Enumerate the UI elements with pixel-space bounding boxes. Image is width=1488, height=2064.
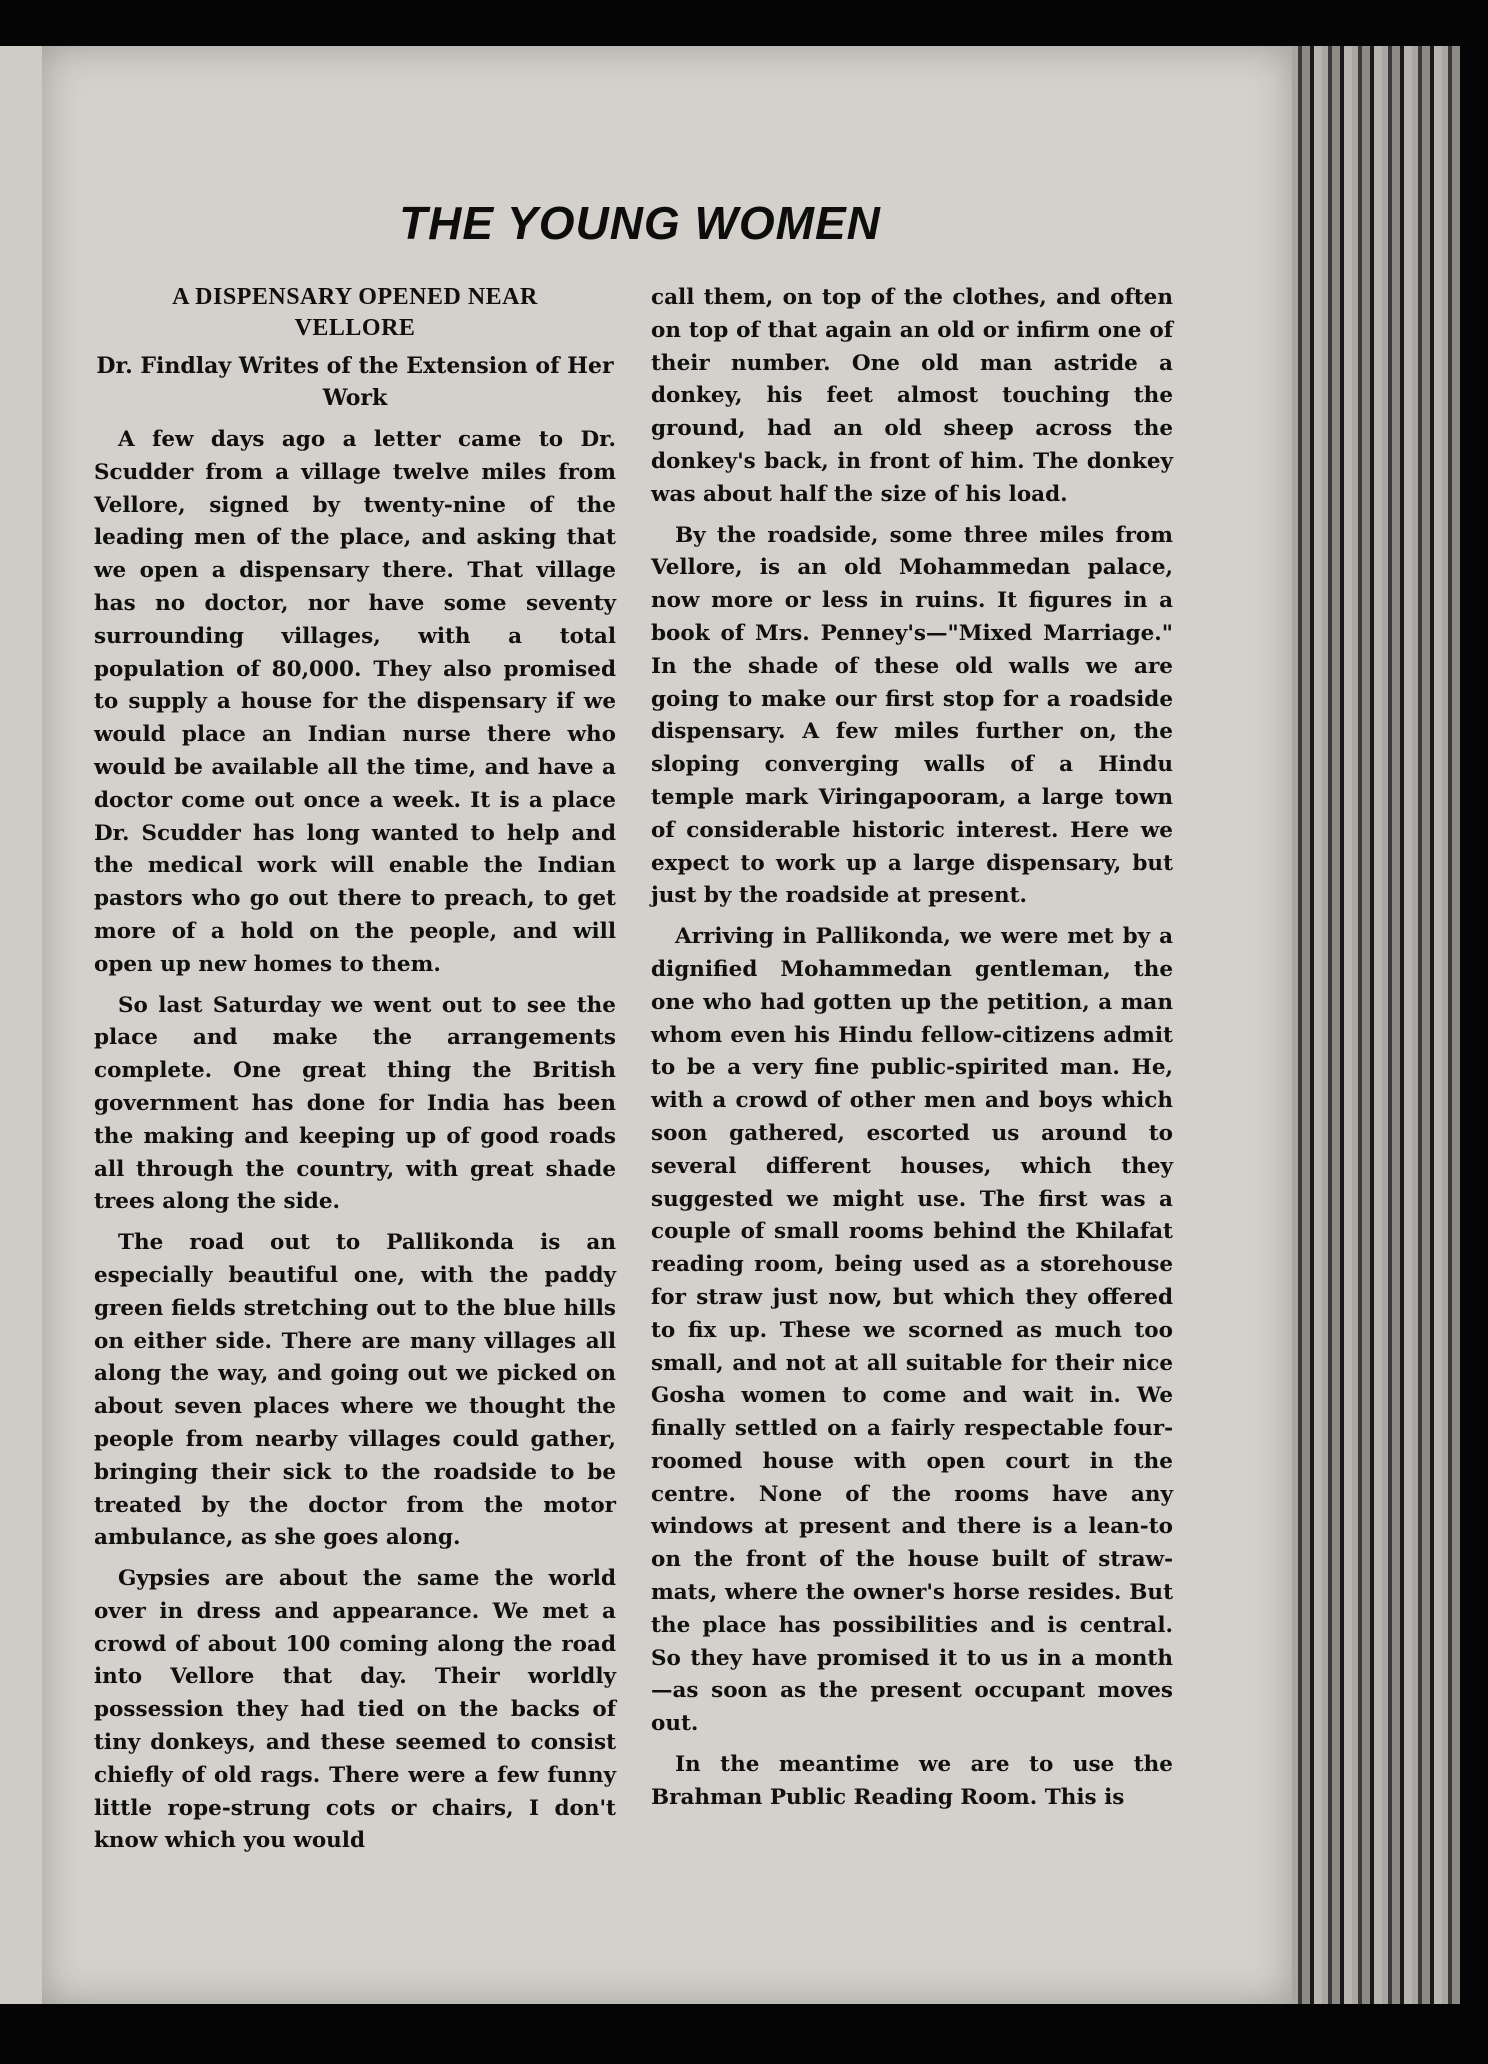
- paragraph: In the meantime we are to use the Brahman Public Reading Room. This is: [651, 1752, 1173, 1810]
- paragraph: A few days ago a letter came to Dr. Scudder from a village twelve miles from Vellore, signed by twenty-nine of the leading men of the place, and asking that we open a dispensary there. That village has no doctor, nor have some seventy surrounding villages, with a total population of 80,000. They also promised to supply a house for the dispensary if we would place an Indian nurse there who would be available all the time, and have a doctor come out once a week. It is a place Dr. Scudder has long wanted to help and the medical work will enable the Indian pastors who go out there to preach, to get more of a hold on the people, and will open up new homes to them.: [94, 427, 616, 977]
- paragraph: So last Saturday we went out to see the place and make the arrangements complete. One great thing the British government has done for India has been the making and keeping up of good roads all through the country, with great shade trees along the side.: [94, 992, 616, 1215]
- book-page-edges: [1292, 46, 1460, 2004]
- article-subheadline: Dr. Findlay Writes of the Extension of Her Work: [96, 353, 614, 411]
- right-column: [651, 282, 1173, 1823]
- paragraph: The road out to Pallikonda is an especially beautiful one, with the paddy green fields stretching out to the blue hills on either side. There are many villages all along the way, and going out we picked on about seven places where we thought the people from nearby villages could gather, bringing their sick to the roadside to be treated by the doctor from the motor ambulance, as she goes along.: [94, 1230, 616, 1551]
- headline-line-1: A DISPENSARY OPENED NEAR: [172, 284, 538, 310]
- paragraph: Gypsies are about the same the world over in dress and appearance. We met a crowd of about 100 coming along the road into Vellore that day. Their worldly possession they had tied on the backs of tiny donkeys, and these seemed to consist chiefly of old rags. There were a few funny little rope-strung cots or chairs, I don't know which you would: [94, 1566, 616, 1854]
- article-headline: [94, 282, 616, 344]
- left-column: [94, 282, 616, 1866]
- paragraph: call them, on top of the clothes, and often on top of that again an old or infirm one of their number. One old man astride a donkey, his feet almost touching the ground, had an old sheep across the donkey's back, in front of him. The donkey was about half the size of his load.: [651, 285, 1173, 507]
- paragraph: By the roadside, some three miles from Vellore, is an old Mohammedan palace, now more or less in ruins. It figures in a book of Mrs. Penney's—"Mixed Marriage." In the shade of these old walls we are going to make our first stop for a roadside dispensary. A few miles further on, the sloping converging walls of a Hindu temple mark Viringapooram, a large town of considerable historic interest. Here we expect to work up a large dispensary, but just by the roadside at present.: [651, 522, 1173, 909]
- paragraph: Arriving in Pallikonda, we were met by a dignified Mohammedan gentleman, the one who had gotten up the petition, a man whom even his Hindu fellow-citizens admit to be a very fine public-spirited man. He, with a crowd of other men and boys which soon gathered, escorted us around to several different houses, which they suggested we might use. The first was a couple of small rooms behind the Khilafat reading room, being used as a storehouse for straw just now, but which they offered to fix up. These we scorned as much too small, and not at all suitable for their nice Gosha women to come and wait in. We finally settled on a fairly respectable four-roomed house with open court in the centre. None of the rooms have any windows at present and there is a lean-to on the front of the house built of straw-mats, where the owner's horse resides. But the place has possibilities and is central. So they have promised it to us in a month—as soon as the present occupant moves out.: [651, 924, 1173, 1737]
- section-title: THE YOUNG WOMEN: [399, 197, 881, 249]
- previous-page-edge: [0, 46, 48, 2004]
- headline-line-2: VELLORE: [294, 315, 416, 341]
